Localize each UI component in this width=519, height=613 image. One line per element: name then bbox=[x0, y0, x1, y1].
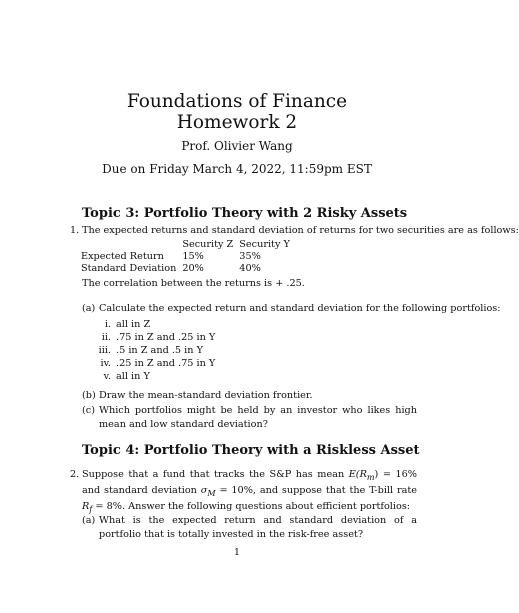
correlation-text: The correlation between the returns is + .25. bbox=[82, 278, 305, 289]
due-date: Due on Friday March 4, 2022, 11:59pm EST bbox=[102, 162, 372, 176]
text-run: and standard deviation bbox=[82, 484, 201, 496]
list-item-label: iii. bbox=[98, 345, 111, 356]
list-item: all in Y bbox=[116, 371, 150, 382]
document-title: Foundations of Finance bbox=[126, 91, 348, 112]
list-item: .5 in Z and .5 in Y bbox=[116, 345, 203, 356]
math: = 8% bbox=[92, 500, 122, 512]
table-cell: 35% bbox=[239, 251, 261, 262]
table-header-cell: Security Z bbox=[182, 239, 234, 250]
list-item-label: i. bbox=[104, 319, 111, 330]
page-number: 1 bbox=[233, 547, 241, 558]
author: Prof. Olivier Wang bbox=[181, 139, 293, 153]
part-label: (b) bbox=[82, 390, 96, 401]
returns-table bbox=[81, 239, 296, 275]
part-label: (a) bbox=[82, 303, 96, 314]
question-text bbox=[82, 468, 417, 516]
part-text: Which portfolios might be held by an investor who likes high mean and low standard deviation? bbox=[99, 405, 417, 430]
table-row bbox=[81, 251, 296, 263]
section-heading-topic4: Topic 4: Portfolio Theory with a Riskless Asset bbox=[82, 443, 420, 458]
part-text: Calculate the expected return and standard deviation for the following portfolios: bbox=[99, 303, 501, 314]
table-header-row bbox=[81, 239, 296, 251]
list-item-label: v. bbox=[103, 371, 111, 382]
math: ) = 16% bbox=[374, 469, 417, 480]
table-cell: 20% bbox=[182, 263, 204, 274]
question-number: 1. bbox=[70, 225, 80, 236]
part-text: Draw the mean-standard deviation frontier. bbox=[99, 390, 313, 401]
text-run: , and suppose that the T-bill rate bbox=[252, 484, 417, 496]
table-cell: 40% bbox=[239, 263, 261, 274]
list-item-label: ii. bbox=[101, 332, 111, 343]
part-label: (c) bbox=[82, 405, 95, 416]
math: E(R bbox=[348, 469, 367, 480]
table-header-cell bbox=[81, 239, 182, 251]
math: σ bbox=[200, 484, 208, 496]
document-subtitle: Homework 2 bbox=[176, 112, 298, 133]
list-item: .25 in Z and .75 in Y bbox=[116, 358, 216, 369]
question-text: The expected returns and standard deviation of returns for two securities are as follows: bbox=[82, 225, 519, 236]
part-label: (a) bbox=[82, 515, 96, 526]
math: = 10% bbox=[215, 484, 253, 496]
text-run: Suppose that a fund that tracks the S&P has mean bbox=[82, 469, 349, 480]
text-run: . Answer the following questions about efficient portfolios: bbox=[121, 500, 411, 512]
section-heading-topic3: Topic 3: Portfolio Theory with 2 Risky Assets bbox=[82, 206, 408, 221]
math-subscript: f bbox=[89, 503, 93, 514]
math-subscript: m bbox=[366, 471, 375, 482]
table-row bbox=[81, 263, 296, 275]
math: R bbox=[82, 500, 90, 512]
table-cell: Standard Deviation bbox=[81, 263, 177, 274]
list-item: .75 in Z and .25 in Y bbox=[116, 332, 216, 343]
list-item-label: iv. bbox=[100, 358, 111, 369]
list-item: all in Z bbox=[116, 319, 151, 330]
table-cell: 15% bbox=[182, 251, 204, 262]
table-cell: Expected Return bbox=[81, 251, 164, 262]
part-text: What is the expected return and standard deviation of a portfolio that is totally invested in the risk-free asset? bbox=[99, 515, 417, 540]
question-number: 2. bbox=[70, 469, 80, 480]
math-subscript: M bbox=[207, 487, 216, 498]
table-header-cell: Security Y bbox=[239, 239, 290, 250]
